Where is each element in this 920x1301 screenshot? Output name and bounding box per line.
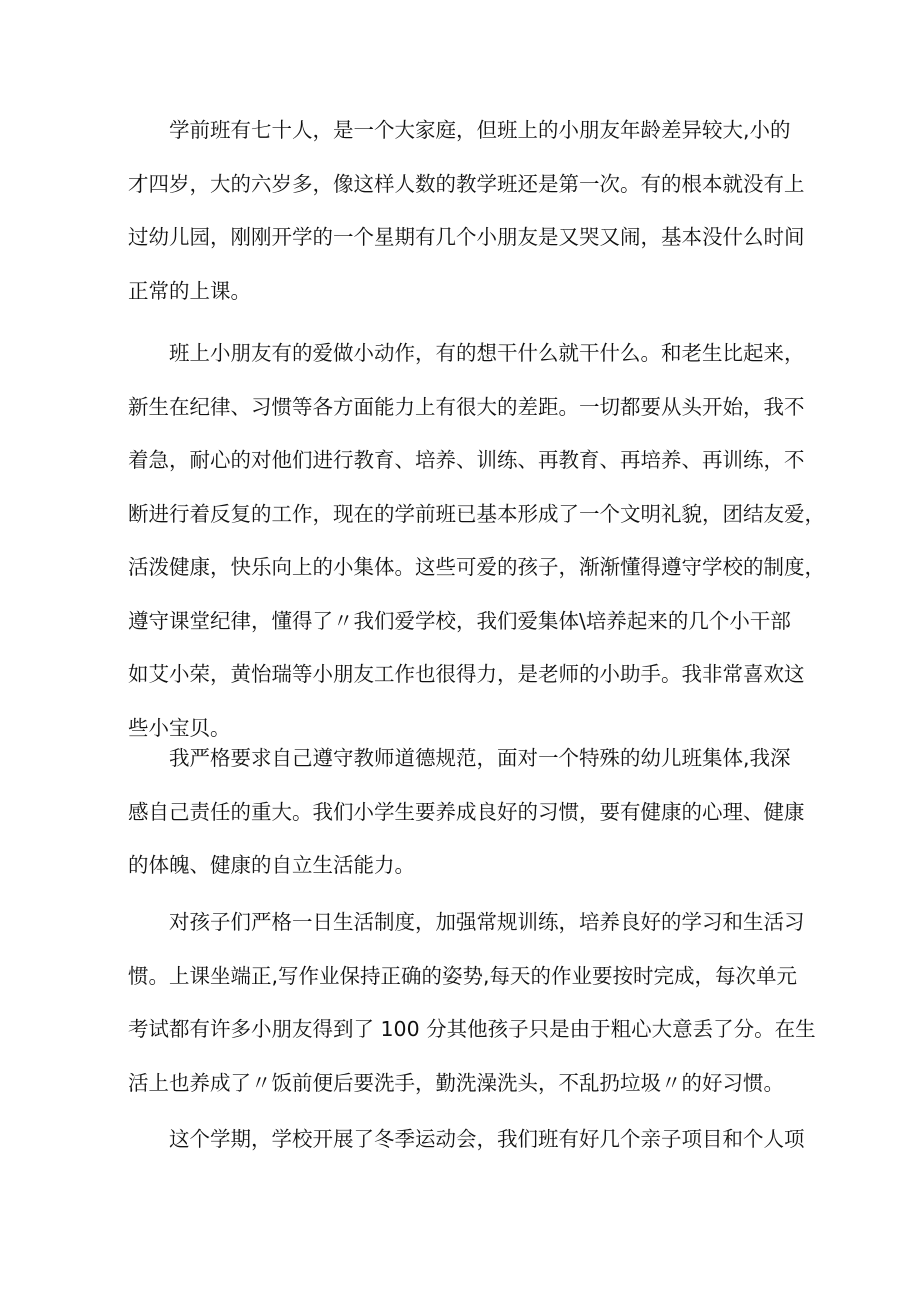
text-line: 班上小朋友有的爱做小动作，有的想干什么就干什么。和老生比起来， [128, 341, 805, 365]
text-line: 考试都有许多小朋友得到了 100 分其他孩子只是由于粗心大意丢了分。在生 [128, 1017, 816, 1041]
paragraph-5 [128, 1113, 808, 1167]
text-line: 些小宝贝。 [128, 715, 231, 740]
text-line: 过幼儿园，刚刚开学的一个星期有几个小朋友是又哭又闹，基本没什么时间 [128, 225, 805, 249]
text-line: 如艾小荣，黄怡瑞等小朋友工作也很得力，是老师的小助手。我非常喜欢这 [128, 662, 805, 686]
text-line: 正常的上课。 [128, 278, 251, 303]
text-line: 活上也养成了〃饭前便后要洗手，勤洗澡洗头，不乱扔垃圾〃的好习惯。 [128, 1070, 784, 1095]
paragraph-2 [128, 327, 825, 755]
paragraph-3 [128, 732, 808, 893]
text-line: 活泼健康，快乐向上的小集体。这些可爱的孩子，渐渐懂得遵守学校的制度， [128, 555, 825, 579]
text-line: 才四岁，大的六岁多，像这样人数的教学班还是第一次。有的根本就没有上 [128, 171, 805, 196]
text-line: 对孩子们严格一日生活制度，加强常规训练，培养良好的学习和生活习 [128, 910, 805, 934]
text-line: 断进行着反复的工作，现在的学前班已基本形成了一个文明礼貌，团结友爱， [128, 501, 825, 526]
text-line: 惯。上课坐端正,写作业保持正确的姿势,每天的作业要按时完成，每次单元 [128, 963, 798, 988]
text-line: 新生在纪律、习惯等各方面能力上有很大的差距。一切都要从头开始，我不 [128, 394, 805, 419]
text-line: 的体魄、健康的自立生活能力。 [128, 853, 415, 877]
text-line: 这个学期，学校开展了冬季运动会，我们班有好几个亲子项目和个人项 [128, 1127, 805, 1151]
text-line: 着急，耐心的对他们进行教育、培养、训练、再教育、再培养、再训练，不 [128, 448, 805, 472]
text-line: 学前班有七十人，是一个大家庭，但班上的小朋友年龄差异较大,小的 [128, 118, 791, 142]
paragraph-4 [128, 896, 816, 1110]
text-line: 我严格要求自己遵守教师道德规范，面对一个特殊的幼儿班集体,我深 [128, 746, 791, 770]
text-line: 遵守课堂纪律，懂得了〃我们爱学校，我们爱集体\培养起来的几个小干部 [128, 608, 791, 633]
paragraph-1 [128, 104, 808, 318]
text-line: 感自己责任的重大。我们小学生要养成良好的习惯，要有健康的心理、健康 [128, 799, 805, 824]
